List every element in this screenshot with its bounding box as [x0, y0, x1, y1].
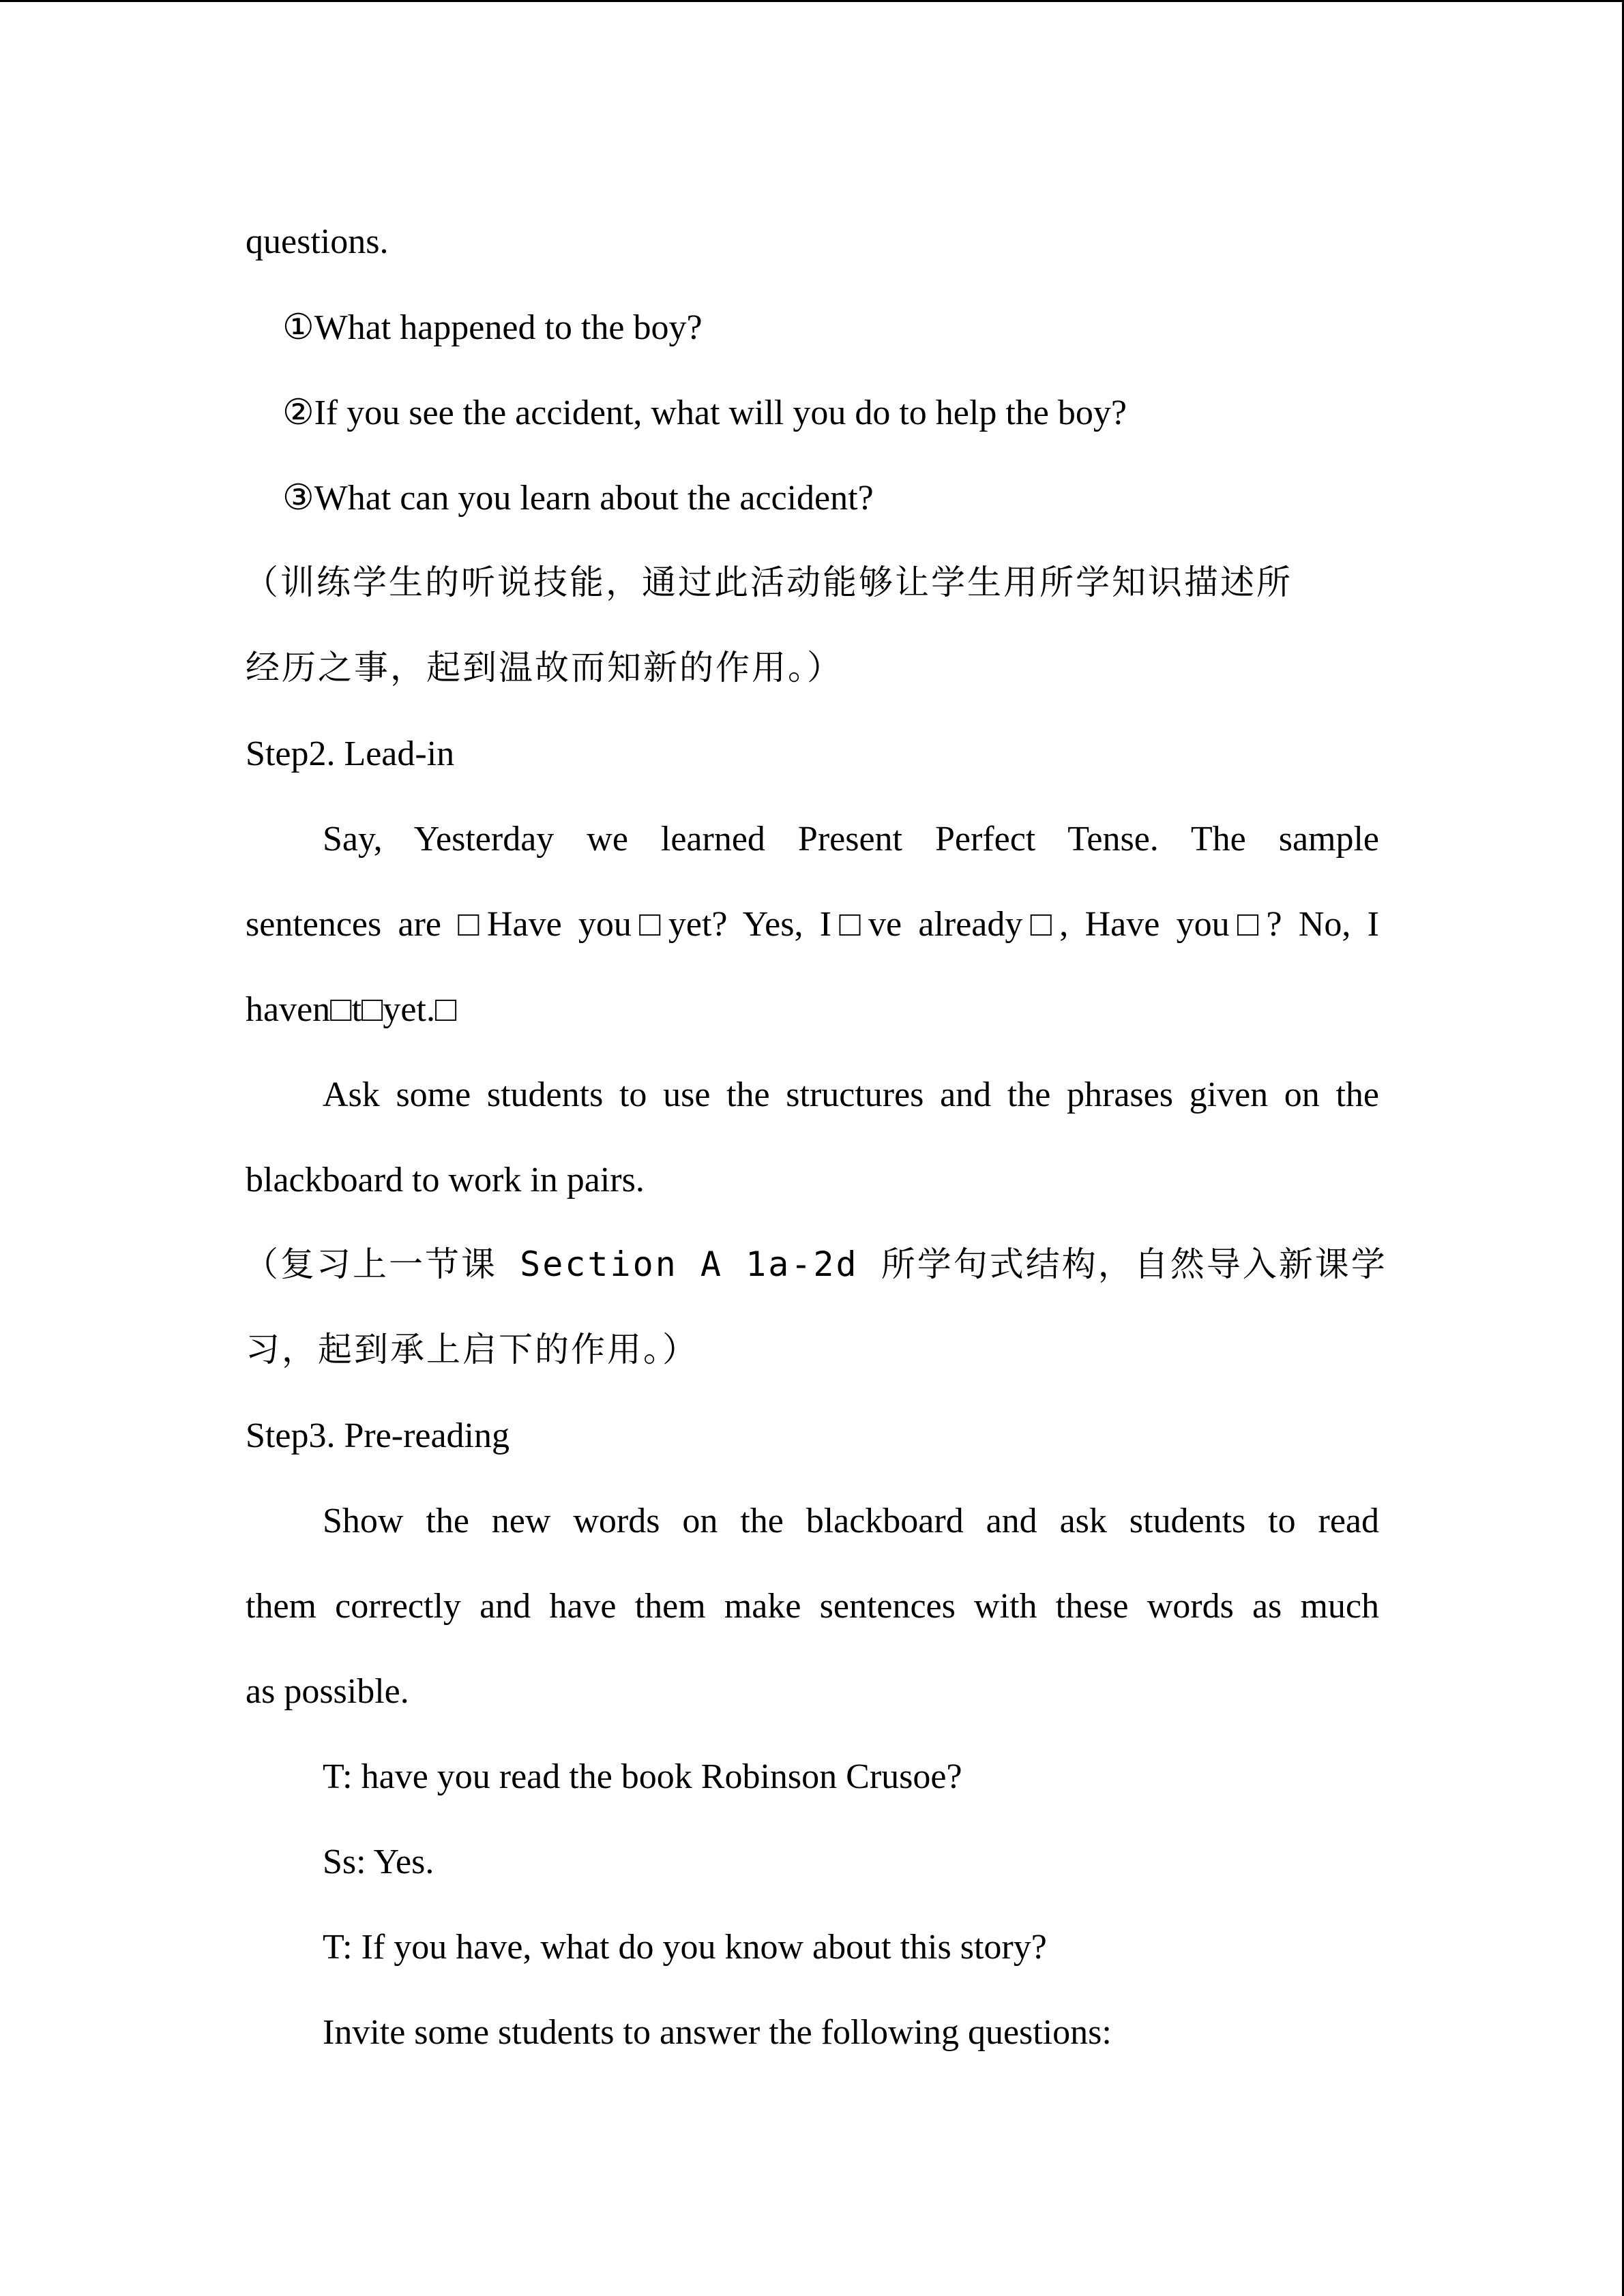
question-2: ②If you see the accident, what will you do to help the boy? [282, 393, 1127, 432]
step3-paragraph-line-3: as possible. [246, 1672, 409, 1711]
step3-paragraph-line-2: them correctly and have them make sentences with these words as much [246, 1587, 1379, 1626]
step3-heading: Step3. Pre-reading [246, 1416, 510, 1455]
question-1: ①What happened to the boy? [282, 308, 703, 347]
step2-paragraph-line-2: sentences are □Have you□yet? Yes, I□ve already□, Have you□? No, I [246, 905, 1379, 944]
chinese-note-1-line-1: （训练学生的听说技能，通过此活动能够让学生用所学知识描述所 [244, 563, 1293, 602]
dialogue-teacher-1: T: have you read the book Robinson Crusoe? [323, 1757, 962, 1796]
text-line-questions: questions. [246, 222, 389, 261]
chinese-note-2-line-2: 习，起到承上启下的作用。） [246, 1330, 698, 1369]
step2-heading: Step2. Lead-in [246, 734, 455, 773]
chinese-note-1-line-2: 经历之事，起到温故而知新的作用。） [246, 648, 843, 687]
dialogue-students-1: Ss: Yes. [323, 1843, 434, 1881]
question-3: ③What can you learn about the accident? [282, 479, 874, 518]
step2-paragraph-line-3: haven□t□yet.□ [246, 990, 457, 1029]
dialogue-teacher-2: T: If you have, what do you know about this story? [323, 1928, 1047, 1967]
step2-instruction-line-1: Ask some students to use the structures and the phrases given on the [323, 1075, 1379, 1114]
step2-instruction-line-2: blackboard to work in pairs. [246, 1161, 645, 1199]
step2-paragraph-line-1: Say, Yesterday we learned Present Perfect Tense. The sample [323, 820, 1379, 859]
chinese-note-2-line-1: （复习上一节课 Section A 1a-2d 所学句式结构，自然导入新课学 [244, 1244, 1387, 1284]
instruction-final: Invite some students to answer the following questions: [323, 2013, 1112, 2052]
step3-paragraph-line-1: Show the new words on the blackboard and ask students to read [323, 1502, 1379, 1540]
